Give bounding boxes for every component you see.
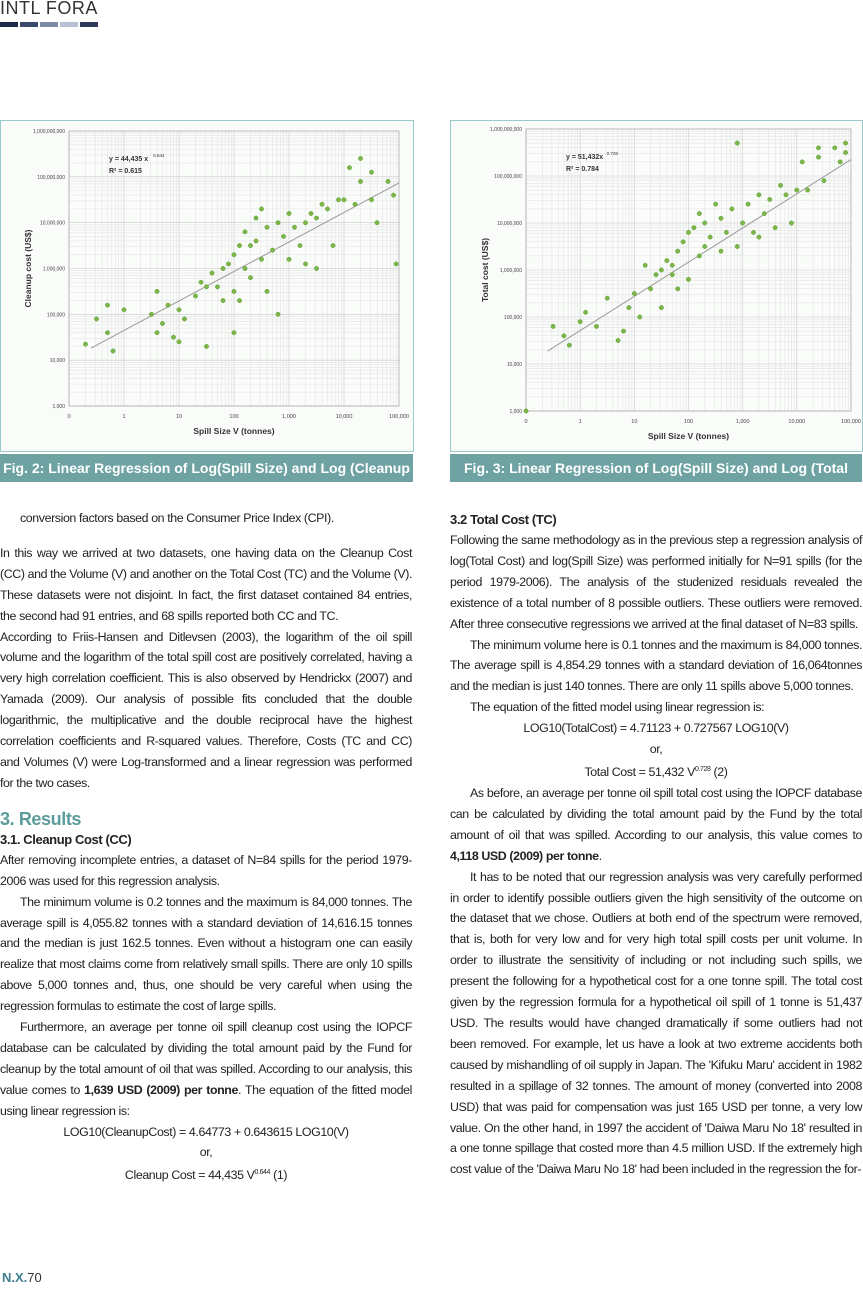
data-point <box>654 273 658 277</box>
data-point <box>248 275 252 279</box>
r-squared: R² = 0.615 <box>109 168 142 175</box>
data-point <box>670 263 674 267</box>
header-bar-segment <box>40 22 58 27</box>
figure-3-caption: Fig. 3: Linear Regression of Log(Spill Size) and Log (Total Cost) <box>450 454 862 482</box>
data-point <box>342 198 346 202</box>
data-point <box>369 170 373 174</box>
data-point <box>822 179 826 183</box>
page-number: N.X.70 <box>2 1270 42 1285</box>
data-point <box>686 230 690 234</box>
y-tick-label: 10,000,000 <box>39 220 65 227</box>
data-point <box>643 263 647 267</box>
paragraph: After removing incomplete entries, a dataset of N=84 spills for the period 1979-2006 was used for this regression analysis. <box>0 852 412 888</box>
data-point <box>243 230 247 234</box>
data-point <box>800 160 804 164</box>
data-point <box>713 202 717 206</box>
total-cost-per-tonne: 4,118 USD (2009) per tonne <box>450 848 599 863</box>
data-point <box>665 258 669 262</box>
data-point <box>226 262 230 266</box>
data-point <box>336 198 340 202</box>
data-point <box>193 294 197 298</box>
data-point <box>843 150 847 154</box>
data-point <box>94 317 98 321</box>
header-bar-segment <box>20 22 38 27</box>
data-point <box>746 202 750 206</box>
data-point <box>160 321 164 325</box>
data-point <box>259 257 263 261</box>
data-point <box>287 257 291 261</box>
paragraph: According to Friis-Hansen and Ditlevsen (2003), the logarithm of the oil spill volume and the logarithm of the total spill cost are positively correlated, having a very high correlation coefficient. This is also observed by Hendrickx (2007) and Yamada (2009). Our analysis of possible fits concluded that the double logarithmic, the multiplicative and the double reciprocal have the highest correlation coefficients and R-squared values. Therefore, Costs (TC and CC) and Volumes (V) were Log-transformed and a linear regression was performed for the two cases. <box>0 629 412 790</box>
paragraph: conversion factors based on the Consumer Price Index (CPI). <box>20 511 334 525</box>
data-point <box>199 280 203 284</box>
data-point <box>675 287 679 291</box>
x-tick-label: 100 <box>229 414 239 420</box>
data-point <box>778 183 782 187</box>
data-point <box>232 289 236 293</box>
data-point <box>122 308 126 312</box>
data-point <box>659 268 663 272</box>
right-column <box>450 510 862 1180</box>
data-point <box>314 216 318 220</box>
data-point <box>281 234 285 238</box>
data-point <box>237 298 241 302</box>
y-tick-label: 100,000 <box>503 315 522 321</box>
y-tick-label: 1,000,000 <box>42 266 65 273</box>
data-point <box>719 216 723 220</box>
data-point <box>697 211 701 215</box>
data-point <box>719 249 723 253</box>
data-point <box>347 165 351 169</box>
paragraph: The minimum volume here is 0.1 tonnes and the maximum is 84,000 tonnes. The average spill is 4,854.29 tonnes with a standard deviation of 16,064tonnes and the median is just 140 tonnes. There are only 11 spills above 5,000 tonnes. <box>450 637 862 694</box>
data-point <box>221 266 225 270</box>
data-point <box>562 334 566 338</box>
data-point <box>816 155 820 159</box>
equation-log-total: LOG10(TotalCost) = 4.71123 + 0.727567 LOG10(V) <box>523 721 789 736</box>
data-point <box>111 349 115 353</box>
x-tick-label: 0 <box>524 419 528 425</box>
data-point <box>703 244 707 248</box>
data-point <box>287 211 291 215</box>
regression-equation: y = 51,432x <box>566 154 604 161</box>
data-point <box>325 207 329 211</box>
subsection-heading-total-cost: 3.2 Total Cost (TC) <box>450 512 557 527</box>
data-point <box>805 188 809 192</box>
data-point <box>386 179 390 183</box>
x-tick-label: 0 <box>67 414 71 420</box>
data-point <box>155 330 159 334</box>
data-point <box>221 298 225 302</box>
data-point <box>254 239 258 243</box>
paragraph: The minimum volume is 0.2 tonnes and the maximum is 84,000 tonnes. The average spill is 4,055.82 tonnes with a standard deviation of 14,616.15 tonnes and the median is just 162.5 tonnes. Even without a histogram one can easily realize that most claims come from relatively small spills. There are only 10 spills above 5,000 tonnes and, thus, one should be very careful when using the regression formulas to estimate the cost of large spills. <box>0 894 412 1014</box>
data-point <box>838 160 842 164</box>
data-point <box>567 343 571 347</box>
data-point <box>259 207 263 211</box>
y-tick-label: 10,000 <box>49 358 65 365</box>
x-tick-label: 10,000 <box>335 414 353 420</box>
data-point <box>232 330 236 334</box>
data-point <box>605 296 609 300</box>
y-axis-label: Cleanup cost (US$) <box>23 229 33 308</box>
equation-2: Total Cost = 51,432 $V^{0.728}$ (2) <box>584 765 728 780</box>
data-point <box>773 226 777 230</box>
data-point <box>358 179 362 183</box>
y-tick-label: 100,000,000 <box>37 174 65 181</box>
data-point <box>204 285 208 289</box>
x-tick-label: 100,000 <box>841 419 861 425</box>
data-point <box>757 193 761 197</box>
data-point <box>621 329 625 333</box>
data-point <box>703 221 707 225</box>
journal-title: INTL FORA <box>0 0 98 18</box>
paragraph: The equation of the fitted model using linear regression is: <box>470 700 765 715</box>
x-tick-label: 1,000 <box>735 419 750 425</box>
data-point <box>210 271 214 275</box>
section-heading-results: 3. Results <box>0 808 82 829</box>
data-point <box>105 330 109 334</box>
data-point <box>320 202 324 206</box>
figure-2-chart-box <box>0 120 414 452</box>
data-point <box>237 243 241 247</box>
y-tick-label: 1,000 <box>509 409 522 415</box>
x-tick-label: 1 <box>578 419 582 425</box>
data-point <box>659 305 663 309</box>
data-point <box>149 312 153 316</box>
data-point <box>551 324 555 328</box>
data-point <box>638 315 642 319</box>
y-tick-label: 100,000 <box>46 312 65 319</box>
data-point <box>215 285 219 289</box>
data-point <box>375 220 379 224</box>
data-point <box>166 303 170 307</box>
data-point <box>369 198 373 202</box>
data-point <box>524 409 528 413</box>
y-tick-label: 1,000,000,000 <box>490 127 522 133</box>
header-bar-segment <box>60 22 78 27</box>
data-point <box>353 202 357 206</box>
data-point <box>735 244 739 248</box>
data-point <box>843 141 847 145</box>
data-point <box>254 216 258 220</box>
equation-log-cleanup: LOG10(CleanupCost) = 4.64773 + 0.643615 LOG10(V) <box>63 1124 349 1139</box>
subsection-heading-cleanup-cost: 3.1. Cleanup Cost (CC) <box>0 831 132 847</box>
x-tick-label: 100 <box>683 419 694 425</box>
data-point <box>232 253 236 257</box>
data-point <box>768 197 772 201</box>
data-point <box>276 220 280 224</box>
data-point <box>265 225 269 229</box>
data-point <box>204 344 208 348</box>
header-bar-segment <box>80 22 98 27</box>
equation-or: or, <box>199 1145 213 1160</box>
data-point <box>248 243 252 247</box>
data-point <box>594 324 598 328</box>
data-point <box>331 243 335 247</box>
cleanup-cost-per-tonne: 1,639 USD (2009) per tonne <box>84 1082 238 1097</box>
data-point <box>670 273 674 277</box>
y-axis-label: Total cost (US$) <box>480 237 490 303</box>
x-tick-label: 10 <box>175 414 183 420</box>
data-point <box>833 146 837 150</box>
header-color-bar <box>0 22 100 27</box>
data-point <box>735 141 739 145</box>
data-point <box>265 289 269 293</box>
data-point <box>697 254 701 258</box>
data-point <box>784 193 788 197</box>
y-tick-label: 1,000 <box>52 404 65 410</box>
y-tick-label: 10,000 <box>506 362 522 368</box>
y-tick-label: 1,000,000 <box>499 268 522 274</box>
data-point <box>692 226 696 230</box>
x-tick-label: 1 <box>122 414 126 420</box>
data-point <box>740 221 744 225</box>
x-tick-label: 100,000 <box>389 414 409 420</box>
data-point <box>583 310 587 314</box>
data-point <box>391 193 395 197</box>
data-point <box>276 312 280 316</box>
data-point <box>182 317 186 321</box>
paragraph: As before, an average per tonne oil spill total cost using the IOPCF database can be calculated by dividing the total amount paid by the Fund by the total amount of oil that was spilled. According to our analysis, this value comes to 4,118 USD (2009) per tonne. <box>450 786 862 863</box>
data-point <box>762 211 766 215</box>
left-column <box>0 508 412 1186</box>
data-point <box>270 248 274 252</box>
data-point <box>675 249 679 253</box>
data-point <box>757 235 761 239</box>
data-point <box>751 230 755 234</box>
data-point <box>243 266 247 270</box>
data-point <box>686 277 690 281</box>
figure-3-chart-box <box>450 120 863 452</box>
data-point <box>578 320 582 324</box>
data-point <box>681 240 685 244</box>
data-point <box>105 303 109 307</box>
data-point <box>309 211 313 215</box>
x-axis-label: Spill Size V (tonnes) <box>193 426 275 436</box>
data-point <box>155 289 159 293</box>
x-tick-label: 10 <box>631 419 638 425</box>
data-point <box>795 188 799 192</box>
data-point <box>358 156 362 160</box>
x-tick-label: 10,000 <box>788 419 806 425</box>
x-axis-label: Spill Size V (tonnes) <box>647 431 730 441</box>
r-squared: R² = 0.784 <box>566 166 599 173</box>
regression-line <box>91 183 399 348</box>
equation-1: Cleanup Cost = 44,435 $V^{0.644}$ (1) <box>124 1168 288 1183</box>
data-point <box>298 243 302 247</box>
data-point <box>303 262 307 266</box>
data-point <box>177 340 181 344</box>
data-point <box>616 338 620 342</box>
equation-or: or, <box>649 742 663 757</box>
header-bar-segment <box>0 22 18 27</box>
data-point <box>314 266 318 270</box>
data-point <box>394 262 398 266</box>
data-point <box>177 308 181 312</box>
paragraph: In this way we arrived at two datasets, one having data on the Cleanup Cost (CC) and the Volume (V) and another on the Total Cost (TC) and the Volume (V). These datasets were not disjoint. In fact, the first dataset contained 84 entries, the second had 91 entries, and 68 spills reported both CC and TC. <box>0 545 412 623</box>
data-point <box>789 221 793 225</box>
y-tick-label: 100,000,000 <box>494 174 522 180</box>
regression-equation: y = 44,435 x <box>109 156 149 163</box>
data-point <box>648 287 652 291</box>
data-point <box>708 235 712 239</box>
data-point <box>627 305 631 309</box>
paragraph: Following the same methodology as in the previous step a regression analysis of log(Total Cost) and log(Spill Size) was performed initially for N=91 spills (for the period 1979-2006). The analysis of the studenized residuals revealed the existence of a total number of 8 possible outliers. These outliers were removed. After three consecutive regressions we arrived at the final dataset of N=83 spills. <box>450 533 862 631</box>
data-point <box>303 220 307 224</box>
data-point <box>730 207 734 211</box>
data-point <box>83 342 87 346</box>
regression-exponent: 0.644 <box>153 153 165 158</box>
y-tick-label: 10,000,000 <box>496 221 522 227</box>
figure-2-caption: Fig. 2: Linear Regression of Log(Spill Size) and Log (Cleanup Cost) <box>0 454 413 482</box>
figure-2-chart <box>1 121 413 451</box>
paragraph: Furthermore, an average per tonne oil spill cleanup cost using the IOPCF database can be calculated by dividing the total amount paid by the Fund for cleanup by the total amount of oil that was spilled. According to our analysis, this value comes to 1,639 USD (2009) per tonne. The equation of the fitted model using linear regression is: <box>0 1020 412 1118</box>
data-point <box>724 230 728 234</box>
paragraph: It has to be noted that our regression analysis was very carefully performed in order to identify possible outliers given the high sensitivity of the outcome on the dataset that we chose. Outliers at both end of the spectrum were removed, that is, both for very low and for very high total spill costs per unit volume. In order to illustrate the sensitivity of including or not including such spills, we present the following for a hypothetical cost for a one tonne spill. The total cost given by the regression formula for a hypothetical oil spill of 1 tonne is 51,437 USD. The results would have changed dramatically if some outliers had not been removed. For example, let us have a look at two extreme accidents both caused by mishandling of oil supply in Japan. The 'Kifuku Maru' accident in 1982 resulted in a spillage of 32 tonnes. The amount of money (converted into 2008 USD) that was paid for compensation was just 165 USD per tonne, a very low value. On the other hand, in 1997 the accident of 'Daiwa Maru No 18' resulted in a one tonne spillage that costed more than 4.5 million USD. If the extremely high cost value of the 'Daiwa Maru No 18' had been included in the regression the for- <box>450 869 862 1177</box>
x-tick-label: 1,000 <box>282 414 296 420</box>
regression-exponent: 0.728 <box>606 151 618 156</box>
data-point <box>632 291 636 295</box>
data-point <box>816 146 820 150</box>
y-tick-label: 1,000,000,000 <box>33 129 65 135</box>
data-point <box>171 335 175 339</box>
figure-3-chart <box>451 121 862 451</box>
data-point <box>292 225 296 229</box>
